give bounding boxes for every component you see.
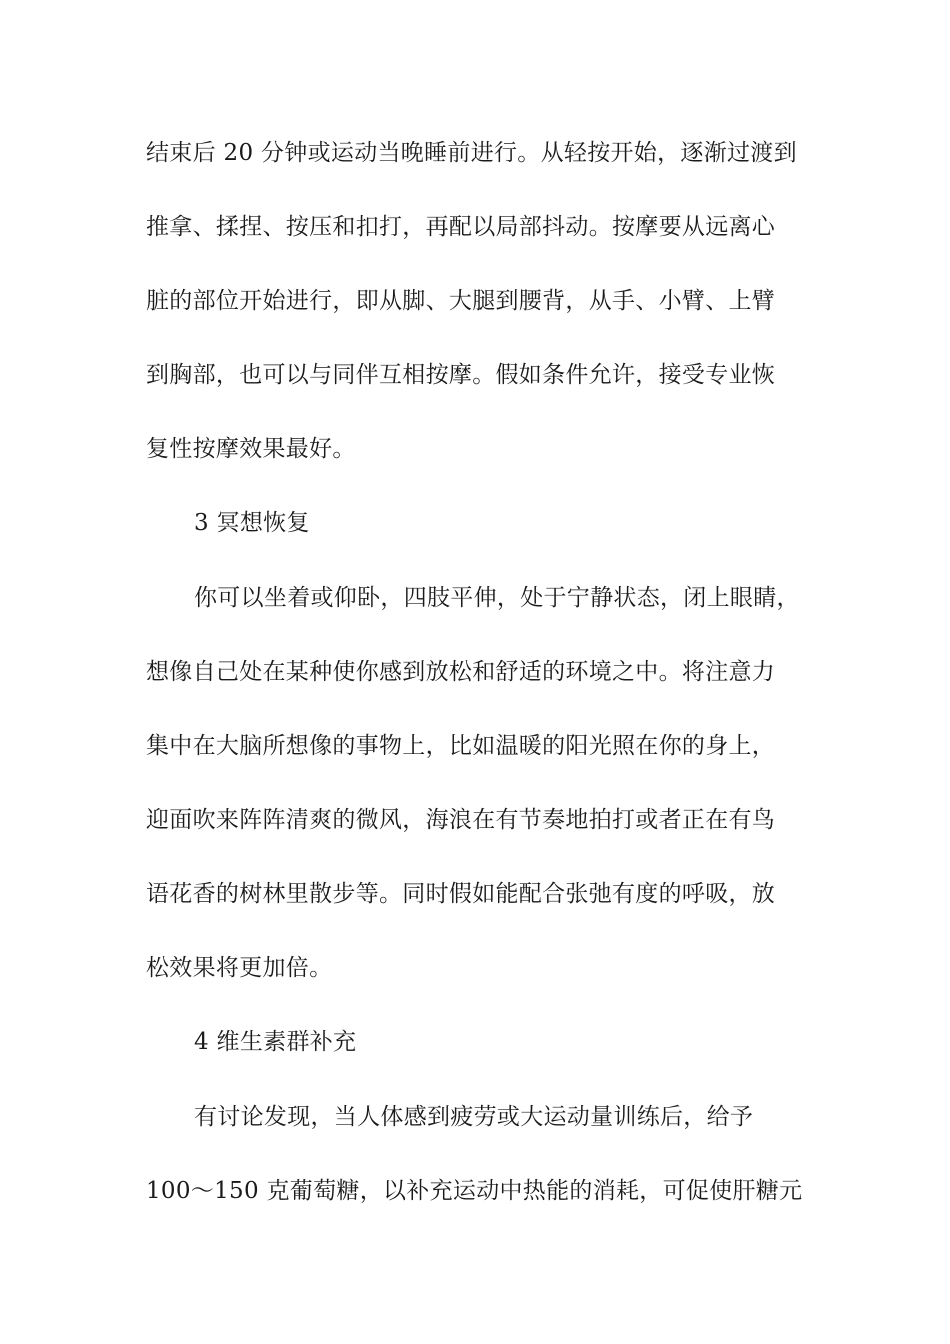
section-heading: 3 冥想恢复 — [194, 510, 310, 536]
text-line: 100～150 克葡萄糖，以补充运动中热能的消耗，可促使肝糖元 — [146, 1178, 803, 1204]
text-line: 语花香的树林里散步等。同时假如能配合张弛有度的呼吸，放 — [146, 881, 776, 907]
section-heading: 4 维生素群补充 — [194, 1029, 357, 1055]
text-line: 你可以坐着或仰卧，四肢平伸，处于宁静状态，闭上眼睛， — [194, 585, 800, 611]
text-line: 复性按摩效果最好。 — [146, 436, 356, 462]
text-line: 集中在大脑所想像的事物上，比如温暖的阳光照在你的身上， — [146, 733, 776, 759]
text-line: 到胸部，也可以与同伴互相按摩。假如条件允许，接受专业恢 — [146, 362, 776, 388]
text-line: 想像自己处在某种使你感到放松和舒适的环境之中。将注意力 — [146, 659, 776, 685]
text-line: 结束后 20 分钟或运动当晚睡前进行。从轻按开始，逐渐过渡到 — [146, 140, 797, 166]
text-line: 脏的部位开始进行，即从脚、大腿到腰背，从手、小臂、上臂 — [146, 288, 776, 314]
text-line: 有讨论发现，当人体感到疲劳或大运动量训练后，给予 — [194, 1104, 754, 1130]
text-line: 迎面吹来阵阵清爽的微风，海浪在有节奏地拍打或者正在有鸟 — [146, 807, 776, 833]
text-line: 松效果将更加倍。 — [146, 955, 333, 981]
text-line: 推拿、揉捏、按压和扣打，再配以局部抖动。按摩要从远离心 — [146, 214, 776, 240]
